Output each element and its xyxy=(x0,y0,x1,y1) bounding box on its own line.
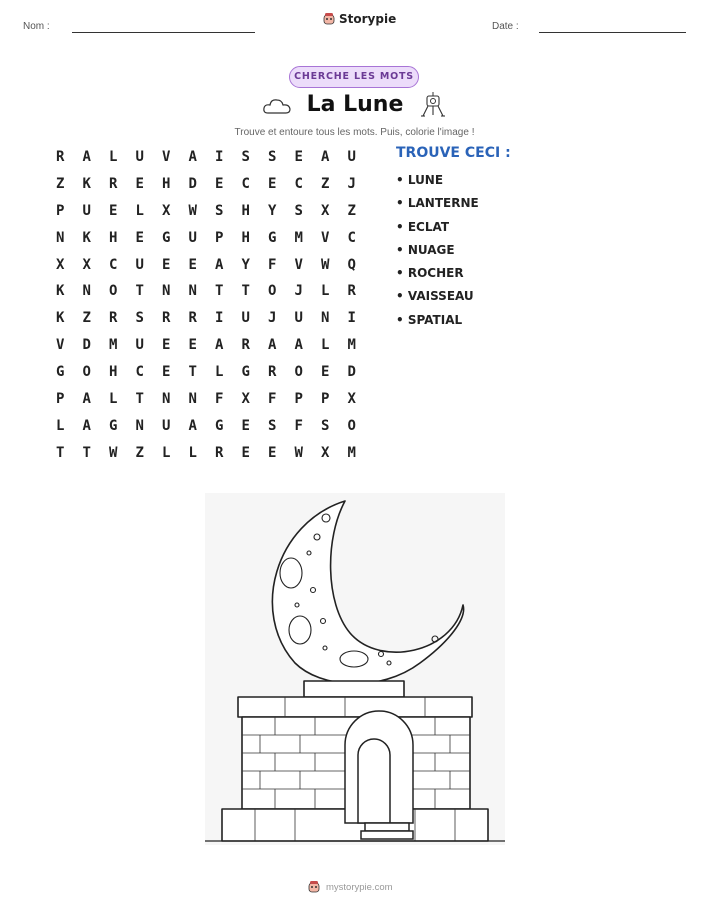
grid-letter[interactable]: A xyxy=(215,337,224,354)
instructions: Trouve et entoure tous les mots. Puis, colorie l'image ! xyxy=(234,127,475,138)
grid-letter[interactable]: R xyxy=(268,364,277,381)
grid-letter[interactable]: M xyxy=(109,337,118,354)
grid-row xyxy=(47,390,365,417)
grid-letter[interactable]: K xyxy=(56,310,65,327)
grid-row xyxy=(47,444,365,471)
grid-letter[interactable]: W xyxy=(294,444,303,461)
name-field[interactable] xyxy=(72,32,255,33)
grid-letter[interactable]: J xyxy=(294,283,303,300)
grid-letter[interactable]: U xyxy=(347,149,356,165)
grid-letter[interactable]: U xyxy=(162,417,171,434)
grid-letter[interactable]: S xyxy=(241,149,250,165)
grid-letter[interactable]: P xyxy=(56,391,65,408)
grid-letter[interactable]: V xyxy=(56,337,65,354)
grid-letter[interactable]: O xyxy=(82,364,91,381)
grid-letter[interactable]: Z xyxy=(321,175,330,192)
grid-letter[interactable]: F xyxy=(268,391,277,408)
grid-row xyxy=(47,282,365,309)
grid-letter[interactable]: M xyxy=(347,444,356,461)
grid-row xyxy=(47,148,365,175)
grid-letter[interactable]: X xyxy=(162,202,171,219)
grid-letter[interactable]: U xyxy=(241,310,250,327)
grid-letter[interactable]: C xyxy=(109,256,118,273)
grid-letter[interactable]: G xyxy=(268,229,277,246)
grid-letter[interactable]: S xyxy=(268,417,277,434)
grid-letter[interactable]: T xyxy=(188,364,197,381)
grid-letter[interactable]: R xyxy=(188,310,197,327)
grid-letter[interactable]: L xyxy=(321,283,330,300)
grid-letter[interactable]: I xyxy=(215,149,224,165)
grid-letter[interactable]: W xyxy=(109,444,118,461)
grid-letter[interactable]: A xyxy=(82,149,91,165)
grid-letter[interactable]: T xyxy=(56,444,65,461)
word-list-item: • LANTERNE xyxy=(396,196,479,211)
grid-letter[interactable]: K xyxy=(82,175,91,192)
grid-letter[interactable]: A xyxy=(82,391,91,408)
grid-letter[interactable]: C xyxy=(294,175,303,192)
grid-letter[interactable]: E xyxy=(241,417,250,434)
grid-letter[interactable]: A xyxy=(268,337,277,354)
grid-letter[interactable]: Y xyxy=(268,202,277,219)
grid-letter[interactable]: T xyxy=(241,283,250,300)
grid-letter[interactable]: E xyxy=(241,444,250,461)
grid-letter[interactable]: L xyxy=(188,444,197,461)
word-list xyxy=(396,172,479,335)
date-field[interactable] xyxy=(539,32,686,33)
grid-letter[interactable]: Q xyxy=(347,256,356,273)
grid-letter[interactable]: A xyxy=(82,417,91,434)
grid-letter[interactable]: G xyxy=(241,364,250,381)
grid-letter[interactable]: Y xyxy=(241,256,250,273)
cloud-icon xyxy=(262,96,292,116)
grid-letter[interactable]: G xyxy=(109,417,118,434)
word-list-item: • NUAGE xyxy=(396,242,455,257)
grid-letter[interactable]: R xyxy=(109,310,118,327)
grid-row xyxy=(47,363,365,390)
grid-letter[interactable]: A xyxy=(321,149,330,165)
grid-letter[interactable]: S xyxy=(268,149,277,165)
grid-letter[interactable]: E xyxy=(109,202,118,219)
grid-letter[interactable]: H xyxy=(241,202,250,219)
grid-letter[interactable]: P xyxy=(215,229,224,246)
grid-letter[interactable]: H xyxy=(109,229,118,246)
grid-letter[interactable]: M xyxy=(347,337,356,354)
grid-letter[interactable]: E xyxy=(268,444,277,461)
grid-letter[interactable]: A xyxy=(294,337,303,354)
grid-letter[interactable]: E xyxy=(162,337,171,354)
grid-letter[interactable]: G xyxy=(56,364,65,381)
grid-letter[interactable]: Z xyxy=(56,175,65,192)
grid-letter[interactable]: U xyxy=(82,202,91,219)
grid-letter[interactable]: T xyxy=(135,391,144,408)
grid-letter[interactable]: L xyxy=(215,364,224,381)
grid-letter[interactable]: D xyxy=(347,364,356,381)
grid-letter[interactable]: L xyxy=(162,444,171,461)
word-list-item: • ECLAT xyxy=(396,219,450,234)
mascot-icon xyxy=(307,880,321,894)
grid-letter[interactable]: K xyxy=(82,229,91,246)
date-label: Date : xyxy=(492,21,519,32)
grid-letter[interactable]: U xyxy=(135,337,144,354)
grid-letter[interactable]: P xyxy=(294,391,303,408)
grid-letter[interactable]: D xyxy=(188,175,197,192)
grid-letter[interactable]: E xyxy=(215,175,224,192)
grid-letter[interactable]: J xyxy=(268,310,277,327)
grid-letter[interactable]: T xyxy=(215,283,224,300)
grid-letter[interactable]: Z xyxy=(82,310,91,327)
grid-letter[interactable]: E xyxy=(188,337,197,354)
grid-letter[interactable]: A xyxy=(215,256,224,273)
coloring-image[interactable] xyxy=(205,493,505,845)
grid-row xyxy=(47,202,365,229)
grid-letter[interactable]: W xyxy=(321,256,330,273)
grid-letter[interactable]: V xyxy=(162,149,171,165)
moon-lander-icon xyxy=(418,90,448,120)
grid-letter[interactable]: H xyxy=(241,229,250,246)
grid-letter[interactable]: E xyxy=(135,175,144,192)
grid-letter[interactable]: L xyxy=(135,202,144,219)
grid-letter[interactable]: V xyxy=(294,256,303,273)
grid-letter[interactable]: N xyxy=(188,391,197,408)
grid-letter[interactable]: P xyxy=(56,202,65,219)
grid-row xyxy=(47,336,365,363)
grid-letter[interactable]: A xyxy=(188,149,197,165)
grid-letter[interactable]: X xyxy=(321,202,330,219)
activity-badge: CHERCHE LES MOTS xyxy=(289,66,419,88)
word-list-item: • ROCHER xyxy=(396,266,464,281)
grid-letter[interactable]: O xyxy=(268,283,277,300)
grid-letter[interactable]: T xyxy=(135,283,144,300)
grid-letter[interactable]: G xyxy=(215,417,224,434)
word-search-grid[interactable] xyxy=(47,148,365,471)
grid-letter[interactable]: R xyxy=(109,175,118,192)
grid-letter[interactable]: F xyxy=(294,417,303,434)
grid-letter[interactable]: O xyxy=(294,364,303,381)
grid-letter[interactable]: R xyxy=(347,283,356,300)
grid-letter[interactable]: L xyxy=(56,417,65,434)
grid-letter[interactable]: F xyxy=(215,391,224,408)
grid-letter[interactable]: E xyxy=(162,364,171,381)
grid-letter[interactable]: I xyxy=(347,310,356,327)
grid-letter[interactable]: C xyxy=(347,229,356,246)
grid-letter[interactable]: L xyxy=(109,391,118,408)
grid-letter[interactable]: R xyxy=(241,337,250,354)
brand-name: Storypie xyxy=(339,12,397,26)
grid-letter[interactable]: E xyxy=(294,149,303,165)
grid-letter[interactable]: W xyxy=(188,202,197,219)
mascot-icon xyxy=(322,12,336,26)
grid-letter[interactable]: V xyxy=(321,229,330,246)
grid-letter[interactable]: A xyxy=(188,417,197,434)
grid-letter[interactable]: N xyxy=(162,283,171,300)
grid-row xyxy=(47,309,365,336)
grid-letter[interactable]: G xyxy=(162,229,171,246)
grid-letter[interactable]: L xyxy=(321,337,330,354)
brand-logo xyxy=(322,12,396,26)
grid-letter[interactable]: E xyxy=(268,175,277,192)
grid-letter[interactable]: P xyxy=(321,391,330,408)
grid-letter[interactable]: E xyxy=(321,364,330,381)
grid-letter[interactable]: N xyxy=(162,391,171,408)
grid-row xyxy=(47,256,365,283)
footer-url[interactable]: mystorypie.com xyxy=(326,881,393,893)
grid-letter[interactable]: S xyxy=(321,417,330,434)
grid-letter[interactable]: X xyxy=(56,256,65,273)
grid-letter[interactable]: U xyxy=(294,310,303,327)
grid-row xyxy=(47,229,365,256)
grid-letter[interactable]: U xyxy=(135,149,144,165)
grid-letter[interactable]: N xyxy=(135,417,144,434)
grid-letter[interactable]: L xyxy=(109,149,118,165)
grid-letter[interactable]: N xyxy=(188,283,197,300)
word-list-item: • LUNE xyxy=(396,173,444,187)
grid-letter[interactable]: C xyxy=(241,175,250,192)
grid-letter[interactable]: J xyxy=(347,175,356,192)
grid-letter[interactable]: X xyxy=(347,391,356,408)
grid-row xyxy=(47,175,365,202)
grid-letter[interactable]: M xyxy=(294,229,303,246)
grid-letter[interactable]: Z xyxy=(135,444,144,461)
grid-letter[interactable]: N xyxy=(82,283,91,300)
grid-letter[interactable]: F xyxy=(268,256,277,273)
grid-letter[interactable]: S xyxy=(215,202,224,219)
page-title: La Lune xyxy=(306,92,404,117)
grid-letter[interactable]: R xyxy=(215,444,224,461)
grid-letter[interactable]: X xyxy=(241,391,250,408)
footer xyxy=(307,880,393,894)
grid-letter[interactable]: D xyxy=(82,337,91,354)
grid-letter[interactable]: R xyxy=(56,149,65,165)
grid-letter[interactable]: N xyxy=(321,310,330,327)
grid-letter[interactable]: X xyxy=(321,444,330,461)
grid-letter[interactable]: H xyxy=(162,175,171,192)
grid-letter[interactable]: R xyxy=(162,310,171,327)
grid-letter[interactable]: O xyxy=(109,283,118,300)
grid-letter[interactable]: E xyxy=(135,229,144,246)
word-list-item: • VAISSEAU xyxy=(396,289,474,304)
grid-letter[interactable]: E xyxy=(188,256,197,273)
grid-row xyxy=(47,417,365,444)
word-list-heading: TROUVE CECI : xyxy=(396,145,511,161)
grid-letter[interactable]: E xyxy=(162,256,171,273)
grid-letter[interactable]: O xyxy=(347,417,356,434)
grid-letter[interactable]: S xyxy=(135,310,144,327)
grid-letter[interactable]: S xyxy=(294,202,303,219)
grid-letter[interactable]: C xyxy=(135,364,144,381)
grid-letter[interactable]: U xyxy=(135,256,144,273)
grid-letter[interactable]: X xyxy=(82,256,91,273)
name-label: Nom : xyxy=(23,21,50,32)
grid-letter[interactable]: H xyxy=(109,364,118,381)
grid-letter[interactable]: Z xyxy=(347,202,356,219)
word-list-item: • SPATIAL xyxy=(396,312,463,327)
grid-letter[interactable]: T xyxy=(82,444,91,461)
grid-letter[interactable]: K xyxy=(56,283,65,300)
grid-letter[interactable]: U xyxy=(188,229,197,246)
grid-letter[interactable]: I xyxy=(215,310,224,327)
grid-letter[interactable]: N xyxy=(56,229,65,246)
